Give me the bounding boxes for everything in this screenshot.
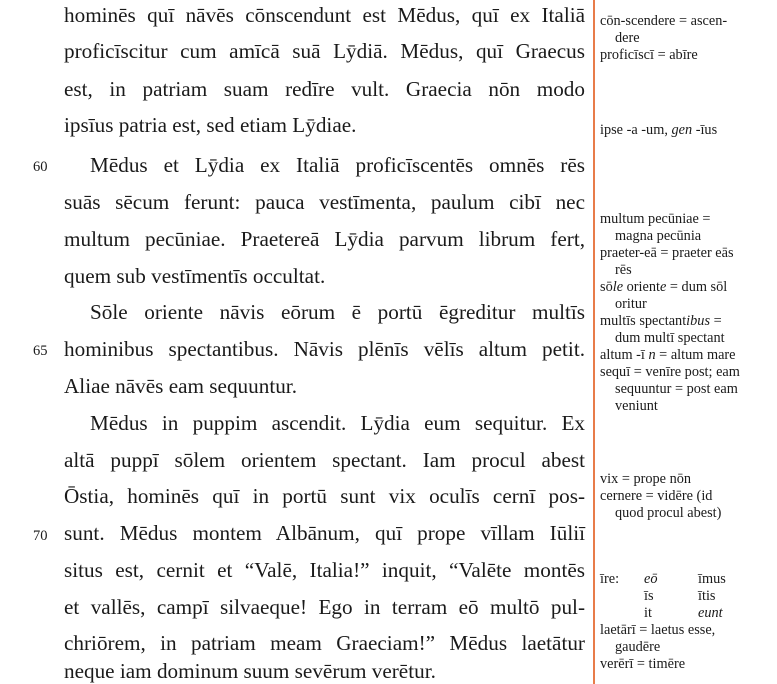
ire-form: it [644,605,652,621]
text-line: situs est, cernit et “Valē, Italia!” inquit, “Valēte montēs [64,558,585,582]
line-number: 70 [33,528,48,544]
note-line: magna pecūnia [615,228,702,244]
note-line: verērī = timēre [600,656,686,672]
note-line: gaudēre [615,639,661,655]
ire-form: ītis [698,588,716,604]
note-line: vix = prope nōn [600,471,692,487]
text-line: proficīscitur cum amīcā suā Lȳdiā. Mēdus, quī Graecus [64,39,585,63]
note-line: rēs [615,262,632,278]
note-line: dere [615,30,640,46]
note-line: cōn-scendere = ascen- [600,13,728,29]
ire-form: eunt [698,605,723,621]
margin-notes [600,0,777,684]
note-line: altum -ī n = altum mare [600,347,736,363]
text-line: sunt. Mēdus montem Albānum, quī prope vīllam Iūliī [64,521,585,545]
text-line: suās sēcum ferunt: pauca vestīmenta, paulum cibī nec [64,190,585,214]
text-line: est, in patriam suam redīre vult. Graecia nōn modo [64,77,585,101]
note-line: sequī = venīre post; eam [600,364,740,380]
text-line: multum pecūniae. Praetereā Lȳdia parvum librum fert, [64,227,585,251]
text-line: Mēdus et Lȳdia ex Italiā proficīscentēs omnēs rēs [90,153,585,177]
note-line: cernere = vidēre (id [600,488,713,504]
note-line: sequuntur = post eam [615,381,738,397]
text-line: neque iam dominum suum sevērum verētur. [64,659,436,683]
note-line: multum pecūniae = [600,211,711,227]
text-line: Mēdus in puppim ascendit. Lȳdia eum sequitur. Ex [90,411,585,435]
text-line: hominibus spectantibus. Nāvis plēnīs vēlīs altum petit. [64,337,585,361]
note-line: multīs spectantibus = [600,313,722,329]
text-line: et vallēs, campī silvaeque! Ego in terram eō multō pul- [64,595,585,619]
ire-form: īs [644,588,654,604]
note-line: dum multī spectant [615,330,725,346]
note-line: proficīscī = abīre [600,47,698,63]
note-line: laetārī = laetus esse, [600,622,716,638]
text-line: ipsīus patria est, sed etiam Lȳdiae. [64,113,357,137]
text-line: Ōstia, hominēs quī in portū sunt vix oculīs cernī pos- [64,484,585,508]
note-line: oritur [615,296,647,312]
note-line: praeter-eā = praeter eās [600,245,734,261]
ire-form: īmus [698,571,726,587]
text-line: Aliae nāvēs eam sequuntur. [64,374,297,398]
line-number: 60 [33,159,48,175]
ire-form: eō [644,571,658,587]
note-line: sōle oriente = dum sōl [600,279,728,295]
note-line: ipse -a -um, gen -īus [600,122,718,138]
text-line: quem sub vestīmentīs occultat. [64,264,326,288]
note-line: quod procul abest) [615,505,722,521]
margin-divider [593,0,595,684]
ire-label: īre: [600,571,620,587]
text-line: hominēs quī nāvēs cōnscendunt est Mēdus, quī ex Italiā [64,3,585,27]
text-line: Sōle oriente nāvis eōrum ē portū ēgreditur multīs [90,300,585,324]
text-line: altā puppī sōlem orientem spectant. Iam procul abest [64,448,585,472]
note-line: veniunt [615,398,658,414]
text-line: chriōrem, in patriam meam Graeciam!” Mēdus laetātur [64,631,585,655]
line-number: 65 [33,343,48,359]
